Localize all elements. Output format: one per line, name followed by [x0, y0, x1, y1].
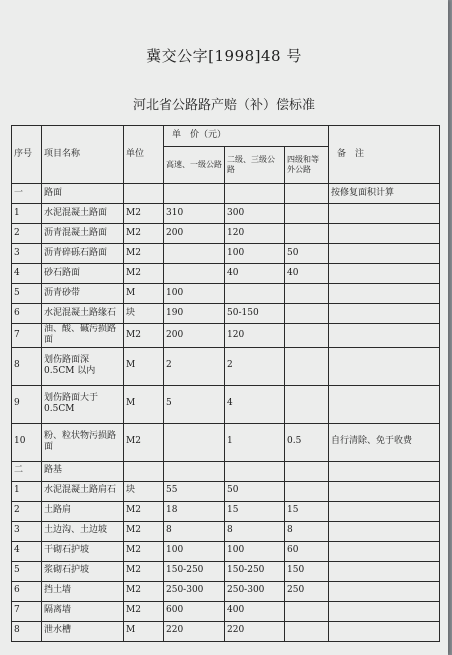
row-item-name: 沥青砂带 [42, 284, 124, 304]
row-unit: M [124, 385, 164, 423]
row-price-highway: 100 [164, 284, 225, 304]
row-price-fourth: 150 [285, 561, 329, 581]
row-item-name: 土边沟、土边坡 [42, 521, 124, 541]
row-price-secondary: 120 [225, 224, 285, 244]
row-seq: 3 [12, 521, 42, 541]
row-price-fourth [285, 184, 329, 204]
row-seq: 2 [12, 501, 42, 521]
row-remark [329, 224, 440, 244]
row-seq: 8 [12, 621, 42, 641]
header-grade-secondary: 二级、三级公路 [225, 147, 285, 184]
row-price-secondary [225, 184, 285, 204]
row-price-fourth [285, 324, 329, 348]
table-row [12, 423, 440, 461]
table-row [12, 521, 440, 541]
row-price-fourth [285, 204, 329, 224]
row-remark [329, 561, 440, 581]
row-price-fourth: 60 [285, 541, 329, 561]
row-unit: M2 [124, 264, 164, 284]
document-number: 冀交公字[1998]48 号 [146, 47, 302, 65]
row-remark [329, 204, 440, 224]
row-remark [329, 244, 440, 264]
row-unit: M2 [124, 501, 164, 521]
row-unit: M2 [124, 581, 164, 601]
row-price-fourth [285, 621, 329, 641]
header-unit-price: 单 价（元） [164, 126, 329, 147]
row-price-highway: 600 [164, 601, 225, 621]
row-remark: 自行清除、免于收费 [329, 423, 440, 461]
header-grade-highway: 高速、一级公路 [164, 147, 225, 184]
row-item-name: 划伤路面大于 0.5CM [42, 385, 124, 423]
compensation-standard-table [11, 125, 440, 642]
row-unit: M [124, 621, 164, 641]
row-price-secondary: 15 [225, 501, 285, 521]
row-price-secondary: 50 [225, 481, 285, 501]
table-row [12, 561, 440, 581]
row-item-name: 水泥混凝土路面 [42, 204, 124, 224]
row-unit: M [124, 284, 164, 304]
table-row [12, 481, 440, 501]
row-remark [329, 324, 440, 348]
row-item-name: 沥青混凝土路面 [42, 224, 124, 244]
table-row [12, 324, 440, 348]
row-seq: 4 [12, 264, 42, 284]
row-price-highway: 200 [164, 324, 225, 348]
row-unit: M [124, 347, 164, 385]
row-price-secondary: 2 [225, 347, 285, 385]
row-item-name: 挡土墙 [42, 581, 124, 601]
row-remark [329, 581, 440, 601]
row-price-fourth: 8 [285, 521, 329, 541]
table-row [12, 501, 440, 521]
row-item-name: 粉、粒状物污损路面 [42, 423, 124, 461]
row-remark [329, 385, 440, 423]
row-unit [124, 184, 164, 204]
row-price-fourth [285, 347, 329, 385]
header-grade-fourth: 四级和等外公路 [285, 147, 329, 184]
row-price-fourth [285, 304, 329, 324]
table-row [12, 304, 440, 324]
row-price-highway: 55 [164, 481, 225, 501]
document-title: 河北省公路路产赔（补）偿标准 [132, 98, 315, 113]
row-remark [329, 264, 440, 284]
row-price-secondary: 4 [225, 385, 285, 423]
row-seq: 一 [12, 184, 42, 204]
row-remark [329, 481, 440, 501]
row-seq: 10 [12, 423, 42, 461]
row-item-name: 路面 [42, 184, 124, 204]
row-unit: M2 [124, 204, 164, 224]
row-remark: 按修复面积计算 [329, 184, 440, 204]
table-row [12, 184, 440, 204]
row-price-secondary: 100 [225, 541, 285, 561]
row-remark [329, 461, 440, 481]
table-row [12, 264, 440, 284]
row-price-fourth [285, 601, 329, 621]
row-remark [329, 521, 440, 541]
row-price-highway [164, 184, 225, 204]
table-row [12, 284, 440, 304]
row-unit: M2 [124, 521, 164, 541]
header-item-name: 项目名称 [42, 126, 124, 184]
row-price-fourth [285, 385, 329, 423]
row-remark [329, 541, 440, 561]
row-price-highway: 220 [164, 621, 225, 641]
row-seq: 6 [12, 581, 42, 601]
row-price-secondary: 400 [225, 601, 285, 621]
header-unit: 单位 [124, 126, 164, 184]
row-price-fourth [285, 284, 329, 304]
row-remark [329, 621, 440, 641]
row-item-name: 水泥混凝土路缘石 [42, 304, 124, 324]
row-unit: M2 [124, 423, 164, 461]
row-item-name: 土路肩 [42, 501, 124, 521]
row-price-fourth: 250 [285, 581, 329, 601]
row-seq: 2 [12, 224, 42, 244]
table-row [12, 601, 440, 621]
row-seq: 5 [12, 284, 42, 304]
row-price-highway: 190 [164, 304, 225, 324]
row-item-name: 干砌石护坡 [42, 541, 124, 561]
table-row [12, 385, 440, 423]
row-seq: 3 [12, 244, 42, 264]
row-item-name: 水泥混凝土路肩石 [42, 481, 124, 501]
row-seq: 1 [12, 204, 42, 224]
row-unit: 块 [124, 481, 164, 501]
row-unit: M2 [124, 541, 164, 561]
row-unit [124, 461, 164, 481]
header-remark: 备 注 [329, 126, 440, 184]
row-unit: 块 [124, 304, 164, 324]
row-price-secondary: 100 [225, 244, 285, 264]
row-price-secondary: 250-300 [225, 581, 285, 601]
row-item-name: 隔离墙 [42, 601, 124, 621]
row-unit: M2 [124, 601, 164, 621]
table-row [12, 541, 440, 561]
row-item-name: 油、酸、碱污损路面 [42, 324, 124, 348]
row-seq: 7 [12, 324, 42, 348]
row-price-fourth: 0.5 [285, 423, 329, 461]
row-price-secondary [225, 284, 285, 304]
row-price-fourth: 50 [285, 244, 329, 264]
row-price-highway: 8 [164, 521, 225, 541]
row-price-highway: 250-300 [164, 581, 225, 601]
row-price-highway [164, 423, 225, 461]
row-seq: 1 [12, 481, 42, 501]
row-price-highway: 5 [164, 385, 225, 423]
row-price-secondary: 40 [225, 264, 285, 284]
row-price-secondary: 120 [225, 324, 285, 348]
row-price-fourth [285, 461, 329, 481]
row-item-name: 浆砌石护坡 [42, 561, 124, 581]
row-seq: 8 [12, 347, 42, 385]
table-row [12, 347, 440, 385]
row-price-highway [164, 461, 225, 481]
row-seq: 7 [12, 601, 42, 621]
row-item-name: 沥青碎砾石路面 [42, 244, 124, 264]
row-price-highway: 100 [164, 541, 225, 561]
row-remark [329, 601, 440, 621]
row-item-name: 砂石路面 [42, 264, 124, 284]
row-price-highway: 200 [164, 224, 225, 244]
row-price-secondary: 300 [225, 204, 285, 224]
row-price-fourth [285, 224, 329, 244]
row-price-secondary: 150-250 [225, 561, 285, 581]
row-seq: 5 [12, 561, 42, 581]
row-price-secondary: 220 [225, 621, 285, 641]
row-price-highway: 150-250 [164, 561, 225, 581]
row-item-name: 划伤路面深 0.5CM 以内 [42, 347, 124, 385]
row-price-fourth [285, 481, 329, 501]
table-row [12, 204, 440, 224]
row-unit: M2 [124, 324, 164, 348]
row-remark [329, 501, 440, 521]
table-row [12, 461, 440, 481]
table-row [12, 581, 440, 601]
row-item-name: 泄水槽 [42, 621, 124, 641]
row-unit: M2 [124, 561, 164, 581]
row-unit: M2 [124, 224, 164, 244]
row-price-fourth: 40 [285, 264, 329, 284]
table-row [12, 621, 440, 641]
row-price-highway [164, 264, 225, 284]
table-row [12, 224, 440, 244]
row-remark [329, 284, 440, 304]
table-row [12, 244, 440, 264]
header-seq: 序号 [12, 126, 42, 184]
row-remark [329, 304, 440, 324]
row-seq: 9 [12, 385, 42, 423]
row-unit: M2 [124, 244, 164, 264]
row-price-fourth: 15 [285, 501, 329, 521]
row-seq: 4 [12, 541, 42, 561]
row-remark [329, 347, 440, 385]
row-price-highway: 2 [164, 347, 225, 385]
row-price-highway [164, 244, 225, 264]
row-price-secondary: 8 [225, 521, 285, 541]
row-price-secondary: 50-150 [225, 304, 285, 324]
row-seq: 二 [12, 461, 42, 481]
table-body [12, 184, 440, 642]
row-price-highway: 18 [164, 501, 225, 521]
row-price-highway: 310 [164, 204, 225, 224]
row-price-secondary [225, 461, 285, 481]
row-seq: 6 [12, 304, 42, 324]
row-price-secondary: 1 [225, 423, 285, 461]
row-item-name: 路基 [42, 461, 124, 481]
